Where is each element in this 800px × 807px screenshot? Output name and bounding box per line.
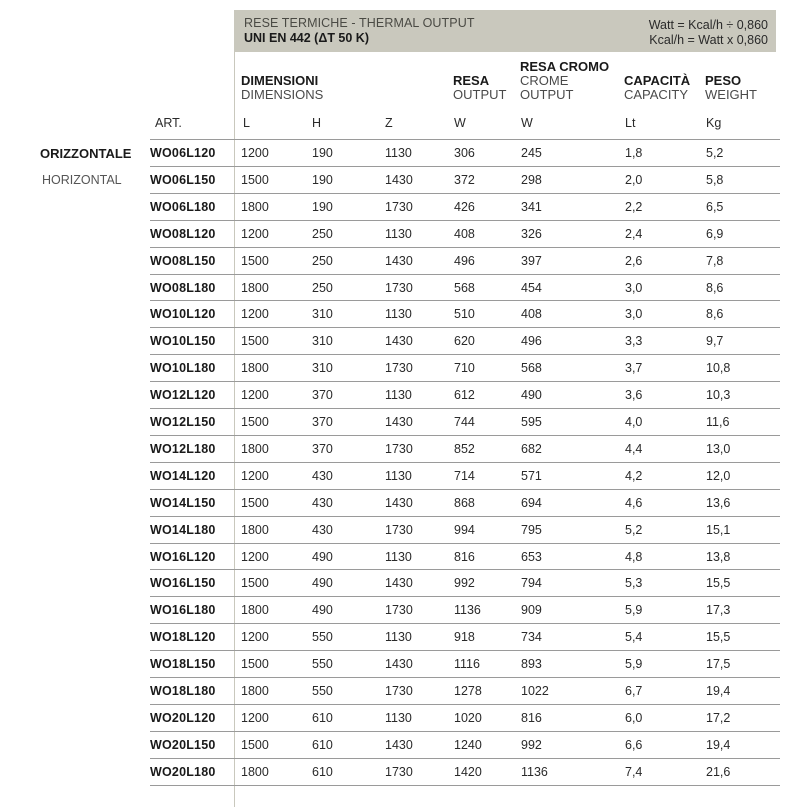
header-weight-en: WEIGHT — [705, 87, 757, 102]
cell-height: 310 — [312, 361, 333, 376]
cell-weight: 5,8 — [706, 172, 724, 187]
cell-z: 1730 — [385, 764, 413, 779]
cell-length: 1800 — [241, 199, 269, 214]
cell-z: 1130 — [385, 549, 412, 564]
cell-z: 1130 — [385, 630, 412, 645]
cell-z: 1730 — [385, 684, 413, 698]
unit-w-output: W — [454, 116, 466, 130]
cell-capacity: 3,7 — [625, 361, 643, 376]
cell-weight: 17,2 — [706, 710, 731, 725]
cell-art: WO16L180 — [150, 603, 216, 618]
cell-z: 1730 — [385, 603, 413, 618]
cell-capacity: 3,0 — [625, 280, 643, 295]
cell-length: 1200 — [241, 307, 269, 322]
unit-art: ART. — [155, 116, 182, 130]
cell-art: WO12L180 — [150, 441, 216, 456]
cell-output: 1240 — [454, 737, 482, 752]
section-label-en: HORIZONTAL — [42, 173, 122, 187]
table-rule — [150, 462, 780, 463]
cell-art: WO12L150 — [150, 415, 216, 429]
table-rule — [150, 220, 780, 221]
cell-z: 1730 — [385, 522, 413, 537]
header-output — [453, 74, 506, 102]
cell-height: 610 — [312, 737, 333, 752]
cell-weight: 10,8 — [706, 361, 731, 376]
cell-chrome-output: 694 — [521, 495, 542, 510]
cell-art: WO20L150 — [150, 737, 216, 752]
cell-output: 744 — [454, 415, 475, 429]
cell-weight: 15,5 — [706, 630, 731, 645]
cell-output: 306 — [454, 146, 475, 160]
table-rule — [150, 704, 780, 705]
cell-z: 1130 — [385, 468, 412, 483]
header-capacity-en: CAPACITY — [624, 87, 689, 102]
cell-z: 1430 — [385, 334, 413, 349]
cell-output: 1420 — [454, 764, 482, 779]
cell-art: WO10L150 — [150, 334, 216, 349]
cell-capacity: 3,6 — [625, 388, 643, 403]
cell-weight: 6,5 — [706, 199, 724, 214]
cell-weight: 8,6 — [706, 307, 724, 322]
cell-weight: 17,5 — [706, 657, 731, 672]
cell-z: 1430 — [385, 172, 413, 187]
cell-weight: 11,6 — [706, 415, 730, 429]
cell-art: WO08L180 — [150, 280, 216, 295]
cell-z: 1130 — [385, 146, 412, 160]
cell-capacity: 2,0 — [625, 172, 643, 187]
cell-weight: 10,3 — [706, 388, 731, 403]
cell-chrome-output: 734 — [521, 630, 542, 645]
cell-chrome-output: 795 — [521, 522, 542, 537]
cell-length: 1800 — [241, 361, 269, 376]
table-rule — [150, 650, 780, 651]
cell-height: 550 — [312, 630, 333, 645]
cell-output: 918 — [454, 630, 475, 645]
cell-chrome-output: 571 — [521, 468, 542, 483]
cell-length: 1500 — [241, 737, 269, 752]
cell-capacity: 5,4 — [625, 630, 643, 645]
cell-z: 1430 — [385, 253, 413, 268]
table-rule — [150, 731, 780, 732]
cell-height: 430 — [312, 468, 333, 483]
cell-z: 1730 — [385, 199, 413, 214]
cell-weight: 19,4 — [706, 737, 731, 752]
cell-chrome-output: 653 — [521, 549, 542, 564]
cell-weight: 12,0 — [706, 468, 731, 483]
cell-length: 1500 — [241, 576, 269, 591]
table-rule — [150, 408, 780, 409]
cell-chrome-output: 408 — [521, 307, 542, 322]
cell-height: 430 — [312, 495, 333, 510]
cell-chrome-output: 454 — [521, 280, 542, 295]
unit-z: Z — [385, 116, 393, 130]
cell-weight: 9,7 — [706, 334, 724, 349]
cell-chrome-output: 397 — [521, 253, 542, 268]
cell-capacity: 6,7 — [625, 684, 643, 698]
cell-chrome-output: 816 — [521, 710, 542, 725]
table-rule — [150, 139, 780, 140]
cell-length: 1800 — [241, 764, 269, 779]
cell-height: 370 — [312, 441, 333, 456]
cell-chrome-output: 992 — [521, 737, 542, 752]
cell-height: 430 — [312, 522, 333, 537]
header-chrome-output — [520, 60, 609, 102]
cell-height: 550 — [312, 684, 333, 698]
cell-z: 1730 — [385, 280, 413, 295]
table-rule — [150, 543, 780, 544]
cell-length: 1500 — [241, 253, 269, 268]
cell-art: WO14L180 — [150, 522, 216, 537]
cell-length: 1500 — [241, 657, 269, 672]
cell-weight: 17,3 — [706, 603, 731, 618]
cell-art: WO16L120 — [150, 549, 216, 564]
cell-output: 568 — [454, 280, 475, 295]
cell-output: 620 — [454, 334, 475, 349]
cell-capacity: 5,3 — [625, 576, 643, 591]
table-rule — [150, 623, 780, 624]
cell-height: 370 — [312, 388, 333, 403]
cell-art: WO20L180 — [150, 764, 216, 779]
conversion-watt: Watt = Kcal/h ÷ 0,860 — [648, 18, 768, 32]
cell-capacity: 1,8 — [625, 146, 643, 160]
header-chrome-it: RESA CROMO — [520, 59, 610, 74]
cell-height: 610 — [312, 710, 333, 725]
cell-chrome-output: 326 — [521, 226, 542, 241]
cell-chrome-output: 595 — [521, 415, 542, 429]
cell-z: 1730 — [385, 361, 413, 376]
table-rule — [150, 300, 780, 301]
cell-output: 992 — [454, 576, 475, 591]
cell-capacity: 4,8 — [625, 549, 643, 564]
cell-height: 490 — [312, 549, 333, 564]
cell-output: 816 — [454, 549, 475, 564]
table-rule — [150, 435, 780, 436]
cell-capacity: 7,4 — [625, 764, 643, 779]
header-chrome-en1: CROME — [520, 73, 569, 88]
cell-art: WO08L120 — [150, 226, 216, 241]
unit-h: H — [312, 116, 322, 130]
cell-art: WO18L120 — [150, 630, 216, 645]
cell-output: 426 — [454, 199, 475, 214]
cell-height: 190 — [312, 199, 333, 214]
header-dimensions-en: DIMENSIONS — [241, 87, 324, 102]
cell-height: 190 — [312, 146, 333, 160]
cell-output: 408 — [454, 226, 475, 241]
header-output-en: OUTPUT — [453, 87, 507, 102]
section-label-it: ORIZZONTALE — [40, 146, 132, 161]
cell-weight: 8,6 — [706, 280, 724, 295]
cell-capacity: 4,4 — [625, 441, 643, 456]
cell-length: 1800 — [241, 280, 269, 295]
cell-art: WO14L150 — [150, 495, 216, 510]
cell-chrome-output: 568 — [521, 361, 542, 376]
cell-length: 1200 — [241, 146, 269, 160]
thermal-output-banner — [234, 10, 776, 52]
header-capacity — [624, 74, 690, 102]
cell-capacity: 4,2 — [625, 468, 643, 483]
unit-kg: Kg — [706, 116, 722, 130]
cell-weight: 6,9 — [706, 226, 724, 241]
cell-z: 1430 — [385, 576, 413, 591]
cell-length: 1200 — [241, 710, 269, 725]
cell-art: WO06L150 — [150, 172, 216, 187]
cell-length: 1500 — [241, 495, 269, 510]
cell-art: WO06L120 — [150, 146, 216, 160]
cell-z: 1730 — [385, 441, 413, 456]
cell-art: WO18L150 — [150, 657, 216, 672]
unit-l: L — [243, 116, 250, 130]
cell-output: 868 — [454, 495, 475, 510]
cell-height: 250 — [312, 280, 333, 295]
banner-title: RESE TERMICHE - THERMAL OUTPUT — [244, 16, 475, 30]
table-rule — [150, 516, 780, 517]
cell-capacity: 4,0 — [625, 415, 643, 429]
table-rule — [150, 596, 780, 597]
header-dimensions — [241, 74, 323, 102]
cell-height: 490 — [312, 603, 333, 618]
cell-output: 710 — [454, 361, 475, 376]
cell-capacity: 2,6 — [625, 253, 643, 268]
cell-capacity: 6,0 — [625, 710, 643, 725]
cell-height: 250 — [312, 253, 333, 268]
cell-chrome-output: 1022 — [521, 684, 549, 698]
cell-height: 370 — [312, 415, 333, 429]
cell-chrome-output: 909 — [521, 603, 542, 618]
cell-output: 372 — [454, 172, 475, 187]
cell-length: 1200 — [241, 226, 269, 241]
cell-length: 1800 — [241, 522, 269, 537]
header-chrome-en2: OUTPUT — [520, 87, 574, 102]
table-rule — [150, 489, 780, 490]
cell-length: 1800 — [241, 684, 269, 698]
cell-length: 1500 — [241, 415, 269, 429]
cell-output: 1020 — [454, 710, 482, 725]
cell-capacity: 3,3 — [625, 334, 643, 349]
cell-weight: 13,0 — [706, 441, 731, 456]
cell-chrome-output: 245 — [521, 146, 542, 160]
cell-output: 1278 — [454, 684, 482, 698]
cell-art: WO16L150 — [150, 576, 216, 591]
cell-height: 490 — [312, 576, 333, 591]
header-weight-it: PESO — [705, 73, 742, 88]
cell-capacity: 2,2 — [625, 199, 643, 214]
cell-output: 612 — [454, 388, 475, 403]
cell-art: WO06L180 — [150, 199, 216, 214]
cell-length: 1200 — [241, 549, 269, 564]
cell-capacity: 2,4 — [625, 226, 643, 241]
cell-output: 496 — [454, 253, 475, 268]
cell-capacity: 5,9 — [625, 603, 643, 618]
cell-weight: 13,6 — [706, 495, 731, 510]
cell-chrome-output: 341 — [521, 199, 542, 214]
cell-art: WO10L180 — [150, 361, 216, 376]
cell-output: 714 — [454, 468, 475, 483]
cell-capacity: 5,2 — [625, 522, 643, 537]
cell-length: 1800 — [241, 603, 269, 618]
cell-height: 250 — [312, 226, 333, 241]
cell-length: 1500 — [241, 334, 269, 349]
cell-chrome-output: 682 — [521, 441, 542, 456]
cell-length: 1500 — [241, 172, 269, 187]
cell-z: 1430 — [385, 657, 413, 672]
cell-weight: 13,8 — [706, 549, 731, 564]
header-output-it: RESA — [453, 73, 490, 88]
cell-z: 1430 — [385, 495, 413, 510]
cell-art: WO08L150 — [150, 253, 216, 268]
cell-height: 310 — [312, 307, 333, 322]
cell-output: 1136 — [454, 603, 481, 618]
header-dimensions-it: DIMENSIONI — [241, 73, 319, 88]
cell-chrome-output: 1136 — [521, 764, 548, 779]
table-rule — [150, 247, 780, 248]
table-rule — [150, 327, 780, 328]
cell-weight: 21,6 — [706, 764, 731, 779]
cell-length: 1200 — [241, 388, 269, 403]
cell-length: 1200 — [241, 468, 269, 483]
cell-output: 1116 — [454, 657, 480, 672]
cell-output: 852 — [454, 441, 475, 456]
cell-height: 310 — [312, 334, 333, 349]
cell-output: 510 — [454, 307, 475, 322]
cell-art: WO10L120 — [150, 307, 216, 322]
table-rule — [150, 193, 780, 194]
cell-chrome-output: 893 — [521, 657, 542, 672]
cell-chrome-output: 490 — [521, 388, 542, 403]
header-capacity-it: CAPACITÀ — [624, 73, 691, 88]
cell-chrome-output: 496 — [521, 334, 542, 349]
cell-z: 1130 — [385, 226, 412, 241]
conversion-kcal: Kcal/h = Watt x 0,860 — [649, 33, 768, 47]
cell-art: WO14L120 — [150, 468, 216, 483]
header-weight — [705, 74, 757, 102]
cell-weight: 15,1 — [706, 522, 731, 537]
table-rule — [150, 354, 780, 355]
cell-weight: 19,4 — [706, 684, 731, 698]
cell-output: 994 — [454, 522, 475, 537]
banner-standard: UNI EN 442 (ΔT 50 K) — [244, 31, 369, 45]
cell-chrome-output: 794 — [521, 576, 542, 591]
cell-chrome-output: 298 — [521, 172, 542, 187]
cell-height: 610 — [312, 764, 333, 779]
cell-art: WO12L120 — [150, 388, 216, 403]
table-rule — [150, 274, 780, 275]
table-rule — [150, 166, 780, 167]
cell-z: 1130 — [385, 307, 412, 322]
table-rule — [150, 381, 780, 382]
unit-lt: Lt — [625, 116, 636, 130]
cell-z: 1430 — [385, 415, 413, 429]
cell-z: 1130 — [385, 710, 412, 725]
cell-z: 1430 — [385, 737, 413, 752]
table-rule — [150, 758, 780, 759]
cell-art: WO20L120 — [150, 710, 216, 725]
unit-w-chrome: W — [521, 116, 533, 130]
cell-weight: 5,2 — [706, 146, 724, 160]
cell-capacity: 3,0 — [625, 307, 643, 322]
cell-capacity: 4,6 — [625, 495, 643, 510]
cell-length: 1800 — [241, 441, 269, 456]
cell-weight: 15,5 — [706, 576, 731, 591]
cell-height: 550 — [312, 657, 333, 672]
cell-length: 1200 — [241, 630, 269, 645]
cell-capacity: 5,9 — [625, 657, 643, 672]
table-rule — [150, 785, 780, 786]
cell-weight: 7,8 — [706, 253, 724, 268]
table-rule — [150, 569, 780, 570]
cell-height: 190 — [312, 172, 333, 187]
cell-art: WO18L180 — [150, 684, 216, 698]
table-rule — [150, 677, 780, 678]
cell-z: 1130 — [385, 388, 412, 403]
cell-capacity: 6,6 — [625, 737, 643, 752]
